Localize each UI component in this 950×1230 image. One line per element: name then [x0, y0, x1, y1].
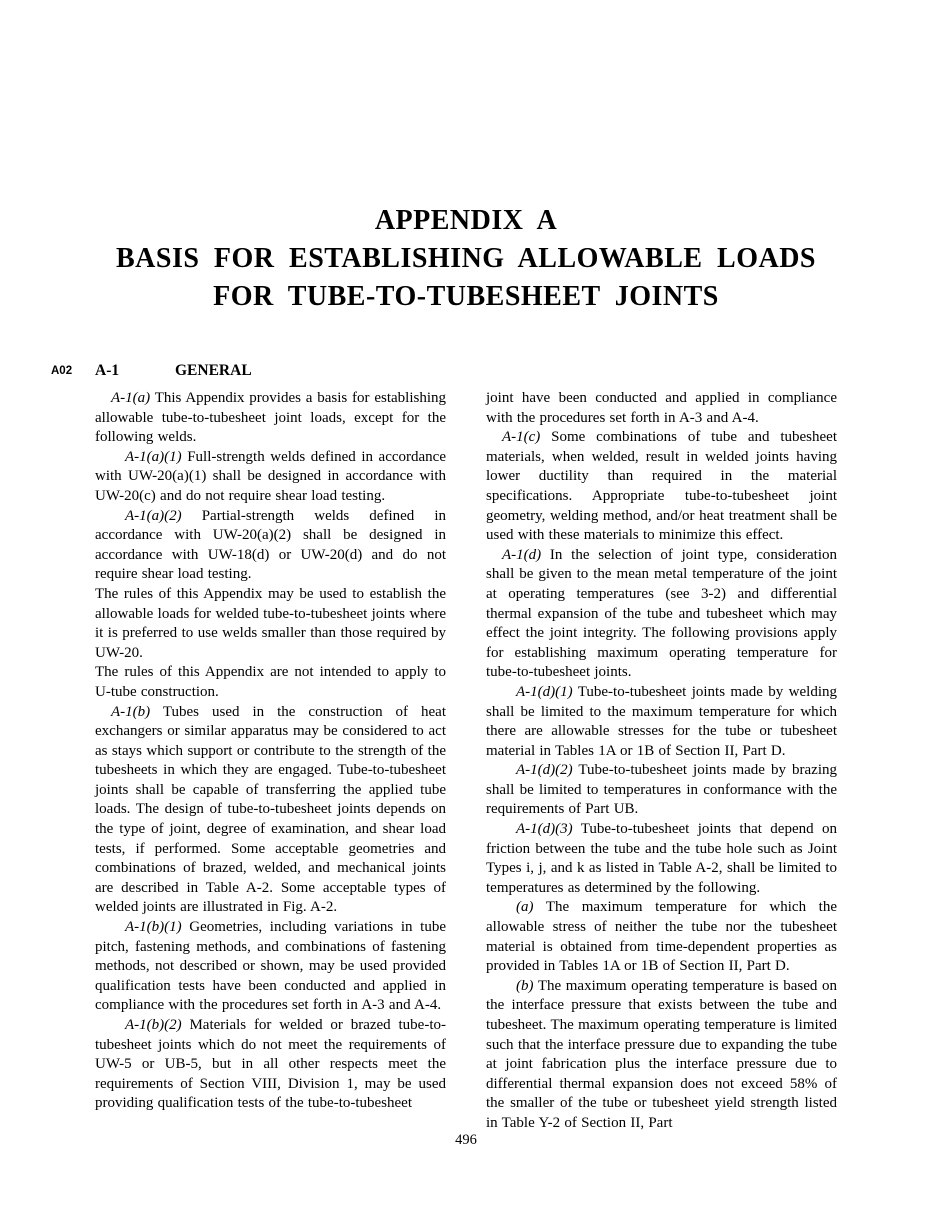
paragraph-designator: A-1(a) [111, 390, 151, 406]
paragraph-text: Tube-to-tubesheet joints that depend on friction between the tube and the tube hole such as Joint Types i, j, and k as listed in Table A-2, shall be limited to temperatures as determined by the following. [486, 821, 837, 896]
paragraph [486, 977, 837, 1134]
appendix-title [95, 202, 837, 316]
page-content [51, 0, 838, 1134]
paragraph-designator: A-1(b)(2) [125, 1017, 182, 1033]
paragraph-text: The rules of this Appendix may be used to establish the allowable loads for welded tube-to-tubesheet joints where it is preferred to use welds smaller than those required by UW-20. [95, 585, 446, 661]
paragraph-text: Tube-to-tubesheet joints made by welding shall be limited to the maximum temperature for which there are allowable stresses for the tube or tubesheet material in Tables 1A or 1B of Section II, Part D. [486, 683, 837, 759]
page-number: 496 [455, 1132, 477, 1148]
paragraph [486, 683, 837, 761]
paragraph [95, 703, 446, 919]
two-column-layout [95, 389, 837, 1134]
paragraph-designator: A-1(b)(1) [125, 919, 182, 936]
section-number: A-1 [95, 362, 120, 379]
paragraph-designator: A-1(d) [502, 546, 542, 563]
paragraph-designator: (a) [516, 899, 534, 916]
paragraph [486, 761, 837, 820]
section-heading [95, 362, 837, 380]
paragraph-text: Geometries, including variations in tube pitch, fastening methods, and combinations of fastening methods, not described or shown, may be used provided qualification tests have been conducted and applied in compliance with the procedures set forth in A-3 and A-4. [95, 919, 447, 1014]
paragraph-text: Full-strength welds defined in accordance with UW-20(a)(1) shall be designed in accordance with UW-20(c) and do not require shear load testing. [95, 448, 446, 504]
paragraph-text: Materials for welded or brazed tube-to-tubesheet joints which do not meet the requirements of UW-5 or UB-5, but in all other respects meet the requirements of Section VIII, Division 1, may be used providing qualification tests of the tube-to-tubesheet [95, 1017, 446, 1112]
paragraph [95, 507, 446, 585]
paragraph [95, 663, 446, 702]
paragraph-designator: (b) [516, 977, 534, 994]
paragraph-text: The rules of this Appendix are not intended to apply to U-tube construction. [95, 664, 446, 700]
paragraph-designator: A-1(d)(3) [516, 821, 573, 838]
paragraph-designator: A-1(a)(2) [125, 507, 182, 524]
appendix-title-line1: APPENDIX A [374, 205, 558, 236]
paragraph-designator: A-1(a)(1) [125, 448, 182, 465]
paragraph-designator: A-1(d)(1) [516, 683, 573, 700]
paragraph-designator: A-1(b) [111, 703, 151, 720]
paragraph-text: Some combinations of tube and tubesheet materials, when welded, result in welded joints having lower ductility than required in the material specifications. Appropriate tube-to-tubesheet joint geometry, welding method, and/or heat treatment shall be used with these materials to minimize this effect. [486, 429, 837, 544]
paragraph-text: The maximum temperature for which the allowable stress of neither the tube nor the tubesheet material is obtained from time-dependent properties as provided in Tables 1A or 1B of Section II, Part D. [486, 899, 838, 975]
paragraph-text: Tubes used in the construction of heat exchangers or similar apparatus may be considered to act as stays which support or contribute to the strength of the tubesheets in which they are engaged. Tube-to-tubesheet joints shall be capable of transferring the applied tube loads. The design of tube-to-tubesheet joints depends on the type of joint, degree of examination, and shear load tests, if performed. Some acceptable geometries and combinations of brazed, welded, and mechanical joints are described in Table A-2. Some acceptable types of welded joints are illustrated in Fig. A-2. [95, 703, 447, 916]
paragraph-text: Partial-strength welds defined in accordance with UW-20(a)(2) shall be designed in accordance with UW-18(d) or UW-20(d) and do not require shear load testing. [95, 507, 446, 583]
section-title: GENERAL [175, 362, 252, 379]
paragraph [95, 1016, 446, 1114]
document-body [51, 362, 838, 1134]
paragraph [486, 546, 837, 683]
paragraph [95, 585, 446, 663]
paragraph [95, 918, 446, 1016]
paragraph [95, 448, 446, 507]
paragraph-text: joint have been conducted and applied in compliance with the procedures set forth in A-3 and A-4. [486, 390, 837, 426]
paragraph-designator: A-1(c) [502, 429, 541, 446]
paragraph [486, 898, 837, 976]
appendix-title-line3: FOR TUBE-TO-TUBESHEET JOINTS [213, 281, 719, 312]
paragraph [486, 389, 837, 428]
margin-note: A02 [51, 365, 73, 377]
left-column [95, 389, 446, 1134]
paragraph-text: Tube-to-tubesheet joints made by brazing shall be limited to temperatures in conformance with the requirements of Part UB. [486, 762, 837, 818]
paragraph-designator: A-1(d)(2) [516, 762, 573, 779]
paragraph-text: This Appendix provides a basis for establishing allowable tube-to-tubesheet joint loads, except for the following welds. [95, 390, 447, 446]
paragraph [486, 428, 837, 546]
paragraph [95, 389, 446, 448]
right-column [486, 389, 837, 1134]
paragraph [486, 820, 837, 898]
paragraph-text: In the selection of joint type, consideration shall be given to the mean metal temperature of the joint at operating temperatures (see 3-2) and differential thermal expansion of the tube and tubesheet which may effect the joint integrity. The following provisions apply for establishing maximum operating temperature for tube-to-tubesheet joints. [486, 546, 838, 681]
appendix-title-line2: BASIS FOR ESTABLISHING ALLOWABLE LOADS [115, 243, 817, 274]
paragraph-text: The maximum operating temperature is based on the interface pressure that exists between the tube and tubesheet. The maximum operating temperature is limited such that the interface pressure due to expanding the tube at joint fabrication plus the interface pressure due to differential thermal expansion does not exceed 58% of the smaller of the tube or tubesheet yield strength listed in Table Y-2 of Section II, Part [486, 977, 837, 1131]
